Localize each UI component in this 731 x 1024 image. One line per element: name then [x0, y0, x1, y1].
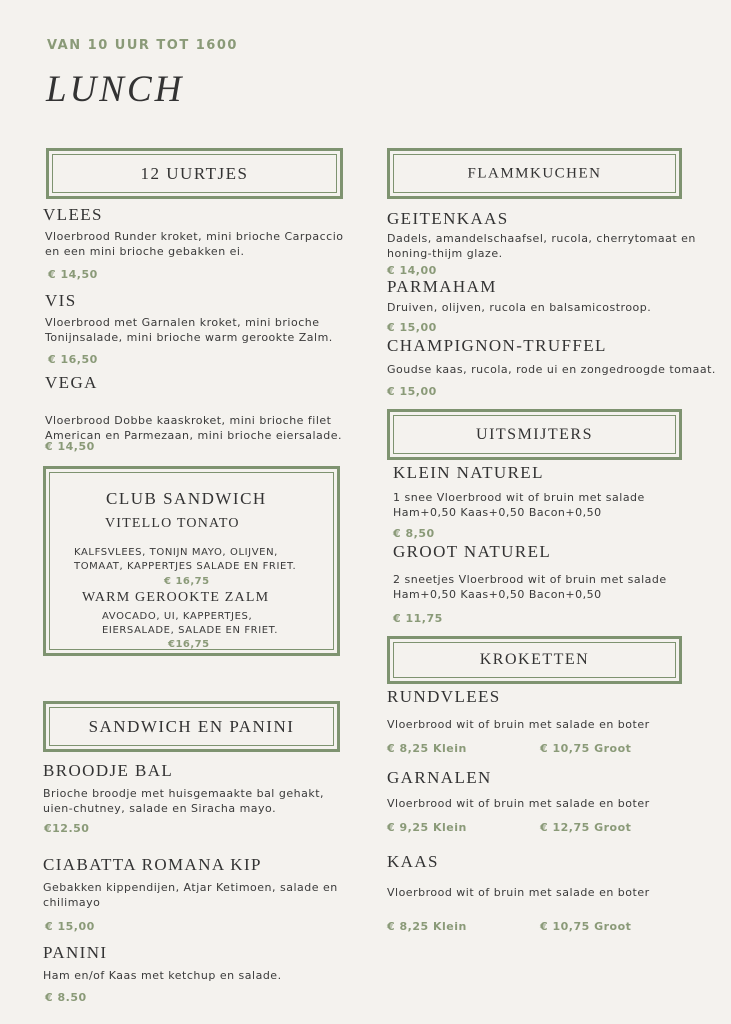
item-desc-vega: Vloerbrood Dobbe kaaskroket, mini brioche filet American en Parmezaan, mini brioche eiersalade.	[45, 414, 342, 442]
item-desc-zalm-line1: AVOCADO, UI, KAPPERTJES,	[102, 611, 253, 622]
item-title-geitenkaas: GEITENKAAS	[387, 209, 509, 228]
section-header-flammkuchen	[387, 148, 682, 199]
item-title-garnalen: GARNALEN	[387, 768, 492, 787]
section-title: UITSMIJTERS	[476, 425, 593, 443]
item-price-garnalen-klein: € 9,25 Klein	[387, 821, 467, 834]
item-desc-vitello-line1: KALFSVLEES, TONIJN MAYO, OLIJVEN,	[74, 547, 278, 558]
item-price-rundvlees-klein: € 8,25 Klein	[387, 742, 467, 755]
section-header-12-uurtjes	[46, 148, 343, 199]
item-desc-rundvlees: Vloerbrood wit of bruin met salade en boter	[387, 718, 650, 731]
item-desc-vlees: Vloerbrood Runder kroket, mini brioche Carpaccio en een mini brioche gebakken ei.	[45, 230, 344, 258]
section-header-kroketten	[387, 636, 682, 684]
item-desc-vitello-line2: TOMAAT, KAPPERTJES SALADE EN FRIET.	[74, 561, 297, 572]
item-price-champignon-truffel: € 15,00	[387, 385, 437, 398]
item-title-klein-naturel: KLEIN NATUREL	[393, 463, 544, 482]
item-price-vitello: € 16,75	[164, 576, 210, 587]
club-sandwich-title: CLUB SANDWICH	[106, 489, 267, 508]
item-title-kaas: KAAS	[387, 852, 439, 871]
item-desc-vis: Vloerbrood met Garnalen kroket, mini brioche Tonijnsalade, mini brioche warm gerookte Zalm.	[45, 316, 333, 344]
item-price-ciabatta: € 15,00	[45, 920, 95, 933]
section-header-sandwich-en-panini	[43, 701, 340, 752]
item-title-vlees: VLEES	[43, 205, 103, 224]
item-price-broodje-bal: €12.50	[44, 822, 90, 835]
item-title-ciabatta-romana-kip: CIABATTA ROMANA KIP	[43, 855, 262, 874]
item-price-geitenkaas: € 14,00	[387, 264, 437, 277]
item-title-warm-gerookte-zalm: WARM GEROOKTE ZALM	[82, 590, 270, 605]
item-price-panini: € 8.50	[45, 991, 87, 1004]
item-desc-champignon-truffel: Goudse kaas, rucola, rode ui en zongedroogde tomaat.	[387, 363, 716, 376]
section-title: KROKETTEN	[479, 651, 590, 668]
club-sandwich-box	[43, 466, 340, 656]
item-desc-groot-naturel-line1: 2 sneetjes Vloerbrood wit of bruin met salade	[393, 573, 667, 586]
item-title-panini: PANINI	[43, 943, 108, 962]
item-desc-parmaham: Druiven, olijven, rucola en balsamicostroop.	[387, 301, 652, 314]
item-desc-panini: Ham en/of Kaas met ketchup en salade.	[43, 969, 282, 982]
item-price-rundvlees-groot: € 10,75 Groot	[540, 742, 632, 755]
section-title: SANDWICH EN PANINI	[88, 716, 295, 736]
item-price-zalm: €16,75	[168, 639, 210, 650]
item-desc-ciabatta: Gebakken kippendijen, Atjar Ketimoen, salade en chilimayo	[43, 881, 338, 909]
item-desc-broodje-bal: Brioche broodje met huisgemaakte bal gehakt, uien-chutney, salade en Siracha mayo.	[43, 787, 324, 815]
item-price-klein-naturel: € 8,50	[393, 527, 435, 540]
item-desc-geitenkaas: Dadels, amandelschaafsel, rucola, cherrytomaat en honing-thijm glaze.	[387, 232, 696, 260]
item-title-vega: VEGA	[45, 373, 98, 392]
item-desc-groot-naturel-line2: Ham+0,50 Kaas+0,50 Bacon+0,50	[393, 588, 602, 601]
item-price-vlees: € 14,50	[48, 268, 98, 281]
item-desc-kaas: Vloerbrood wit of bruin met salade en boter	[387, 886, 650, 899]
item-desc-garnalen: Vloerbrood wit of bruin met salade en boter	[387, 797, 650, 810]
item-desc-klein-naturel-line1: 1 snee Vloerbrood wit of bruin met salade	[393, 491, 645, 504]
item-price-garnalen-groot: € 12,75 Groot	[540, 821, 632, 834]
item-title-broodje-bal: BROODJE BAL	[43, 761, 174, 780]
item-title-groot-naturel: GROOT NATUREL	[393, 542, 552, 561]
item-price-kaas-groot: € 10,75 Groot	[540, 920, 632, 933]
section-header-uitsmijters	[387, 409, 682, 460]
item-desc-klein-naturel-line2: Ham+0,50 Kaas+0,50 Bacon+0,50	[393, 506, 602, 519]
item-price-vega: € 14,50	[45, 440, 95, 453]
item-title-vitello-tonato: VITELLO TONATO	[105, 516, 240, 531]
page-title: LUNCH	[46, 69, 185, 110]
section-title: 12 UURTJES	[140, 163, 249, 183]
item-price-parmaham: € 15,00	[387, 321, 437, 334]
item-price-kaas-klein: € 8,25 Klein	[387, 920, 467, 933]
item-desc-zalm-line2: EIERSALADE, SALADE EN FRIET.	[102, 625, 278, 636]
item-title-vis: VIS	[45, 291, 77, 310]
opening-hours: VAN 10 UUR TOT 1600	[47, 38, 238, 53]
section-title: FLAMMKUCHEN	[467, 165, 602, 181]
item-title-parmaham: PARMAHAM	[387, 277, 497, 296]
item-title-champignon-truffel: CHAMPIGNON-TRUFFEL	[387, 336, 607, 355]
item-price-groot-naturel: € 11,75	[393, 612, 443, 625]
item-title-rundvlees: RUNDVLEES	[387, 687, 501, 706]
item-price-vis: € 16,50	[48, 353, 98, 366]
